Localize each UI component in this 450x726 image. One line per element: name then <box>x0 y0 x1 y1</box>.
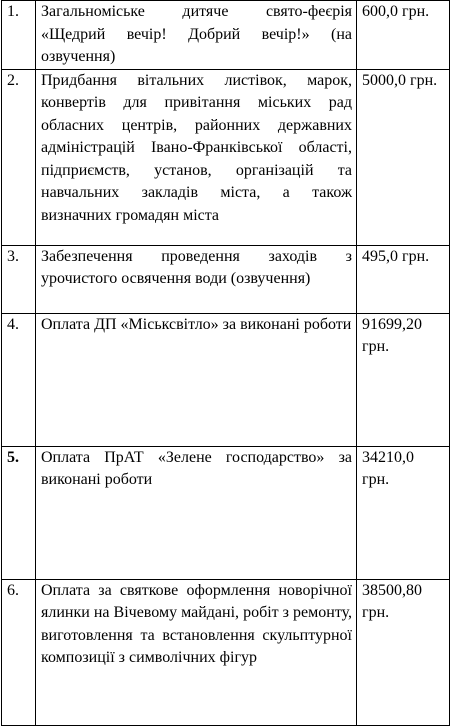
table-row <box>2 1 450 70</box>
expenses-table <box>1 0 450 726</box>
row-description: Оплата ДП «Міськсвітло» за виконані роботи <box>36 313 357 446</box>
row-description: Загальноміське дитяче свято-феєрія «Щедрий вечір! Добрий вечір!» (на озвучення) <box>36 1 357 70</box>
row-number: 6. <box>2 579 36 725</box>
row-description: Оплата ПрАТ «Зелене господарство» за виконані роботи <box>36 446 357 579</box>
row-number: 5. <box>2 446 36 579</box>
row-number: 3. <box>2 245 36 313</box>
row-number: 1. <box>2 1 36 70</box>
row-number: 2. <box>2 69 36 245</box>
table-row <box>2 245 450 313</box>
row-amount: 495,0 грн. <box>357 245 450 313</box>
table-row <box>2 446 450 579</box>
row-amount: 38500,80 грн. <box>357 579 450 725</box>
row-description: Придбання вітальних листівок, марок, конвертів для привітання міських рад обласних центрів, районних державних адміністрацій Івано-Франківської області, підприємств, установ, організацій та навчальних закладів міста, а також визначних громадян міста <box>36 69 357 245</box>
row-number: 4. <box>2 313 36 446</box>
row-description: Забезпечення проведення заходів з урочистого освячення води (озвучення) <box>36 245 357 313</box>
table-row <box>2 313 450 446</box>
row-amount: 34210,0 грн. <box>357 446 450 579</box>
row-description: Оплата за святкове оформлення новорічної ялинки на Вічевому майдані, робіт з ремонту, виготовлення та встановлення скульптурної композиції з символічних фігур <box>36 579 357 725</box>
table-row <box>2 579 450 725</box>
row-amount: 600,0 грн. <box>357 1 450 70</box>
row-amount: 91699,20 грн. <box>357 313 450 446</box>
table-row <box>2 69 450 245</box>
row-amount: 5000,0 грн. <box>357 69 450 245</box>
